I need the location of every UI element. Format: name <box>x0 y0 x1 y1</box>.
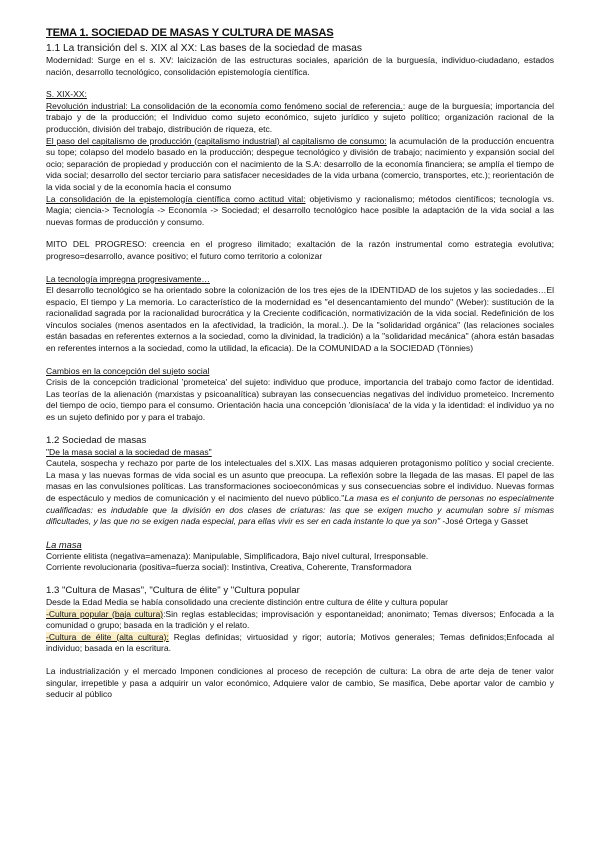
quote-author: -José Ortega y Gasset <box>440 516 528 527</box>
section-1-2-subheading: "De la masa social a la sociedad de masas" <box>46 446 212 457</box>
ortega-quote: La masa es el conjunto de personas no especialmente cualificadas: es indudable que la división en dos clases de criaturas: las que se exigen mucho y acumulan sobre sí mismas dificultades, y las que no se exigen nada especial, para ellas vivir es ser en cada instante lo que ya son" <box>46 493 555 527</box>
section-1-2-heading: 1.2 Sociedad de masas <box>46 434 147 446</box>
section-1-3-heading: 1.3 "Cultura de Masas", "Cultura de élite" y "Cultura popular <box>46 584 300 596</box>
cultura-elite-paragraph <box>46 632 554 655</box>
revolucion-rest: : auge de la burguesía; importancia del trabajo y de la producción; el Individuo como sujeto económico, sujeto jurídico y sujeto político; organización racional de la producción, división del trabajo, distribución de riqueza, etc. <box>46 100 554 134</box>
epistemologia-rest: objetivismo y racionalismo; métodos científicos; tecnología vs. Magia; ciencia-> Tecnología -> Economía -> Sociedad; el desarrollo tecnológico hace posible la adaptación de la vida social a las nuevas formas de producción y consumo. <box>46 193 554 227</box>
cambios-heading: Cambios en la concepción del sujeto social <box>46 365 210 376</box>
industrializacion-text: La industrialización y el mercado Imponen condiciones al proceso de recepción de cultura: La obra de arte deja de tener valor singular, irrepetible y pasa a adquirir un valor económico, Adquiere valor de cambio, Se masifica, Debe aportar valor de cambio y seducir al público <box>46 665 554 700</box>
section-1-1-heading: 1.1 La transición del s. XIX al XX: Las bases de la sociedad de masas <box>46 43 362 54</box>
paso-lead: El paso del capitalismo de producción (capitalismo industrial) al capitalismo de consumo: <box>46 135 387 146</box>
cambios-text: Crisis de la concepción tradicional 'prometeica' del sujeto: individuo que produce, importancia del trabajo como factor de identidad. Las teorías de la alienación (marxistas y psicoanalítica) subrayan las consecuencias negativas del individuo prometeico. Incremento del tiempo de ocio, tiempo para el consumo. Orientación hacia una concepción 'dionisíaca' de la vida y la identidad: el individuo ya no es un sujeto definido por y para el trabajo. <box>46 377 554 423</box>
epistemologia-paragraph <box>46 194 554 229</box>
cultura-elite-rest: Reglas definidas; virtuosidad y rigor; autoría; Motivos generales; Temas definidos;Enfocada al individuo; basada en la escritura. <box>46 631 554 654</box>
epistemologia-lead: La consolidación de la epistemología científica como actitud vital: <box>46 193 306 204</box>
section-1-3-text: Desde la Edad Media se había consolidado una creciente distinción entre cultura de élite y cultura popular <box>46 596 448 607</box>
paso-paragraph <box>46 136 554 194</box>
paso-rest: la acumulación de la producción encuentra su tope; colapso del modelo basado en la producción; despegue tecnológico y división de trabajo; nacimiento y expansión social del ocio; separación de propiedad y producción con el nacimiento de la S.A: desarrollo de la economía financiera; se amplía el tiempo de vida social; desarrollo del sector terciario para satisfacer necesidades de la vida urbana (comercio, transportes, etc.); reorientación de la vida social y de la economía hacia el consumo <box>46 135 554 192</box>
masa-elitista: Corriente elitista (negativa=amenaza): Manipulable, Simplificadora, Bajo nivel cultural, Irresponsable. <box>46 550 429 561</box>
section-1-2-paragraph <box>46 458 554 528</box>
tecnologia-text: El desarrollo tecnológico se ha orientado sobre la colonización de los tres ejes de la IDENTIDAD de los sujetos y las sociedades…El espacio, El tiempo y La memoria. Lo característico de la modernidad es "el desencantamiento del mundo" (Weber): sustitución de la racionalidad sagrada por la racionalidad burocrática y la Creciente codificación, normativización de la vida social. Redefinición de los vínculos sociales (menos asentados en la afectividad, la tradición, la moral..). De la "solidaridad orgánica" (las relaciones sociales están basadas en referentes externos a la sociedad, como la divinidad, la tradición) a la "solidaridad mecánica" (ahora están basadas en referentes internos a la sociedad, como la utilidad, la eficacia). De la COMUNIDAD a la SOCIEDAD (Tönnies) <box>46 285 554 354</box>
cultura-popular-rest: :Sin reglas establecidas; improvisación y espontaneidad; anonimato; Temas diversos; Enfocada a la comunidad o grupo; basada en la tradición y el relato. <box>46 608 554 631</box>
cultura-popular-paragraph <box>46 609 554 632</box>
section-1-2-text: Cautela, sospecha y rechazo por parte de los intelectuales del s.XIX. Las masas adquieren protagonismo político y social creciente. La masa y las nuevas formas de vida social es un asunto que preocupa. La reflexión sobre la llegada de las masas. El papel de las masas en las convulsiones políticas. Las transformaciones socioeconómicas y sus consecuencias sobre el individuo. Nuevas formas de espectáculo y medios de comunicación y el nacimiento del nuevo público." <box>46 458 554 503</box>
tecnologia-heading: La tecnología impregna progresivamente… <box>46 273 210 284</box>
masa-revolucionaria: Corriente revolucionaria (positiva=fuerza social): Instintiva, Creativa, Coherente, Transformadora <box>46 562 412 573</box>
cultura-elite-lead: -Cultura de élite (alta cultura): <box>46 631 169 642</box>
masa-heading: La masa <box>46 539 82 550</box>
page-title: TEMA 1. SOCIEDAD DE MASAS Y CULTURA DE MASAS <box>46 27 334 39</box>
cultura-popular-lead: -Cultura popular (baja cultura) <box>46 608 164 619</box>
revolucion-paragraph <box>46 101 554 136</box>
s19-label: S. XIX-XX: <box>46 89 87 100</box>
mito-progreso-text: MITO DEL PROGRESO: creencia en el progreso ilimitado; exaltación de la razón instrumental como estrategia evolutiva; progreso=desarrollo, avance positivo; el futuro como territorio a colonizar <box>46 239 554 261</box>
section-1-1-text: Modernidad: Surge en el s. XV: laicización de las estructuras sociales, aparición de la burguesía, individuo-ciudadano, estados nación, desarrollo tecnológico, consolidación epistemología científica. <box>46 55 554 77</box>
revolucion-lead: Revolución industrial: La consolidación de la economía como fenómeno social de referencia. <box>46 100 403 111</box>
